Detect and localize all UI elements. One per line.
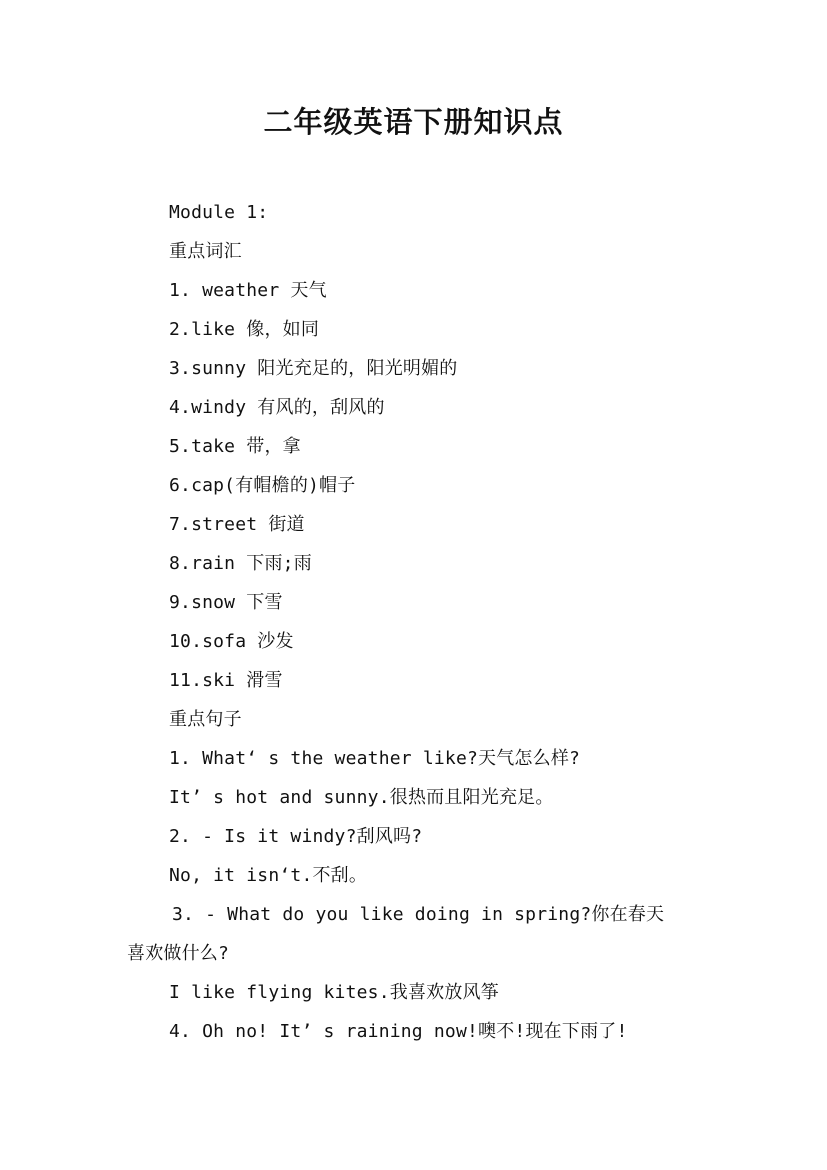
sentence-item: No, it isn‘t.不刮。: [169, 865, 368, 886]
sentence-item-continuation: 喜欢做什么?: [127, 943, 230, 964]
vocab-item: 5.take 带，拿: [169, 436, 301, 457]
vocab-item: 8.rain 下雨;雨: [169, 553, 312, 574]
document-body: [0, 193, 827, 1051]
document-title: 二年级英语下册知识点: [263, 105, 564, 139]
sentence-item: 2. - Is it windy?刮风吗?: [169, 826, 423, 847]
sentences-heading: 重点句子: [169, 709, 242, 730]
sentence-item: 4. Oh no! It’ s raining now!噢不!现在下雨了!: [169, 1021, 628, 1042]
sentence-item: 3. - What do you like doing in spring?你在春天: [172, 904, 665, 925]
module-heading: Module 1:: [169, 202, 269, 223]
vocab-item: 10.sofa 沙发: [169, 631, 294, 652]
vocab-item: 3.sunny 阳光充足的，阳光明媚的: [169, 358, 458, 379]
vocab-item: 1. weather 天气: [169, 280, 327, 301]
vocab-item: 2.like 像，如同: [169, 319, 320, 340]
sentence-item: I like flying kites.我喜欢放风筝: [169, 982, 499, 1003]
vocab-item: 11.ski 滑雪: [169, 670, 283, 691]
vocab-item: 9.snow 下雪: [169, 592, 283, 613]
vocabulary-heading: 重点词汇: [169, 241, 242, 262]
vocab-item: 4.windy 有风的，刮风的: [169, 397, 385, 418]
vocab-item: 6.cap(有帽檐的)帽子: [169, 475, 356, 496]
vocab-item: 7.street 街道: [169, 514, 305, 535]
sentence-item: It’ s hot and sunny.很热而且阳光充足。: [169, 787, 554, 808]
sentence-item: 1. What‘ s the weather like?天气怎么样?: [169, 748, 581, 769]
